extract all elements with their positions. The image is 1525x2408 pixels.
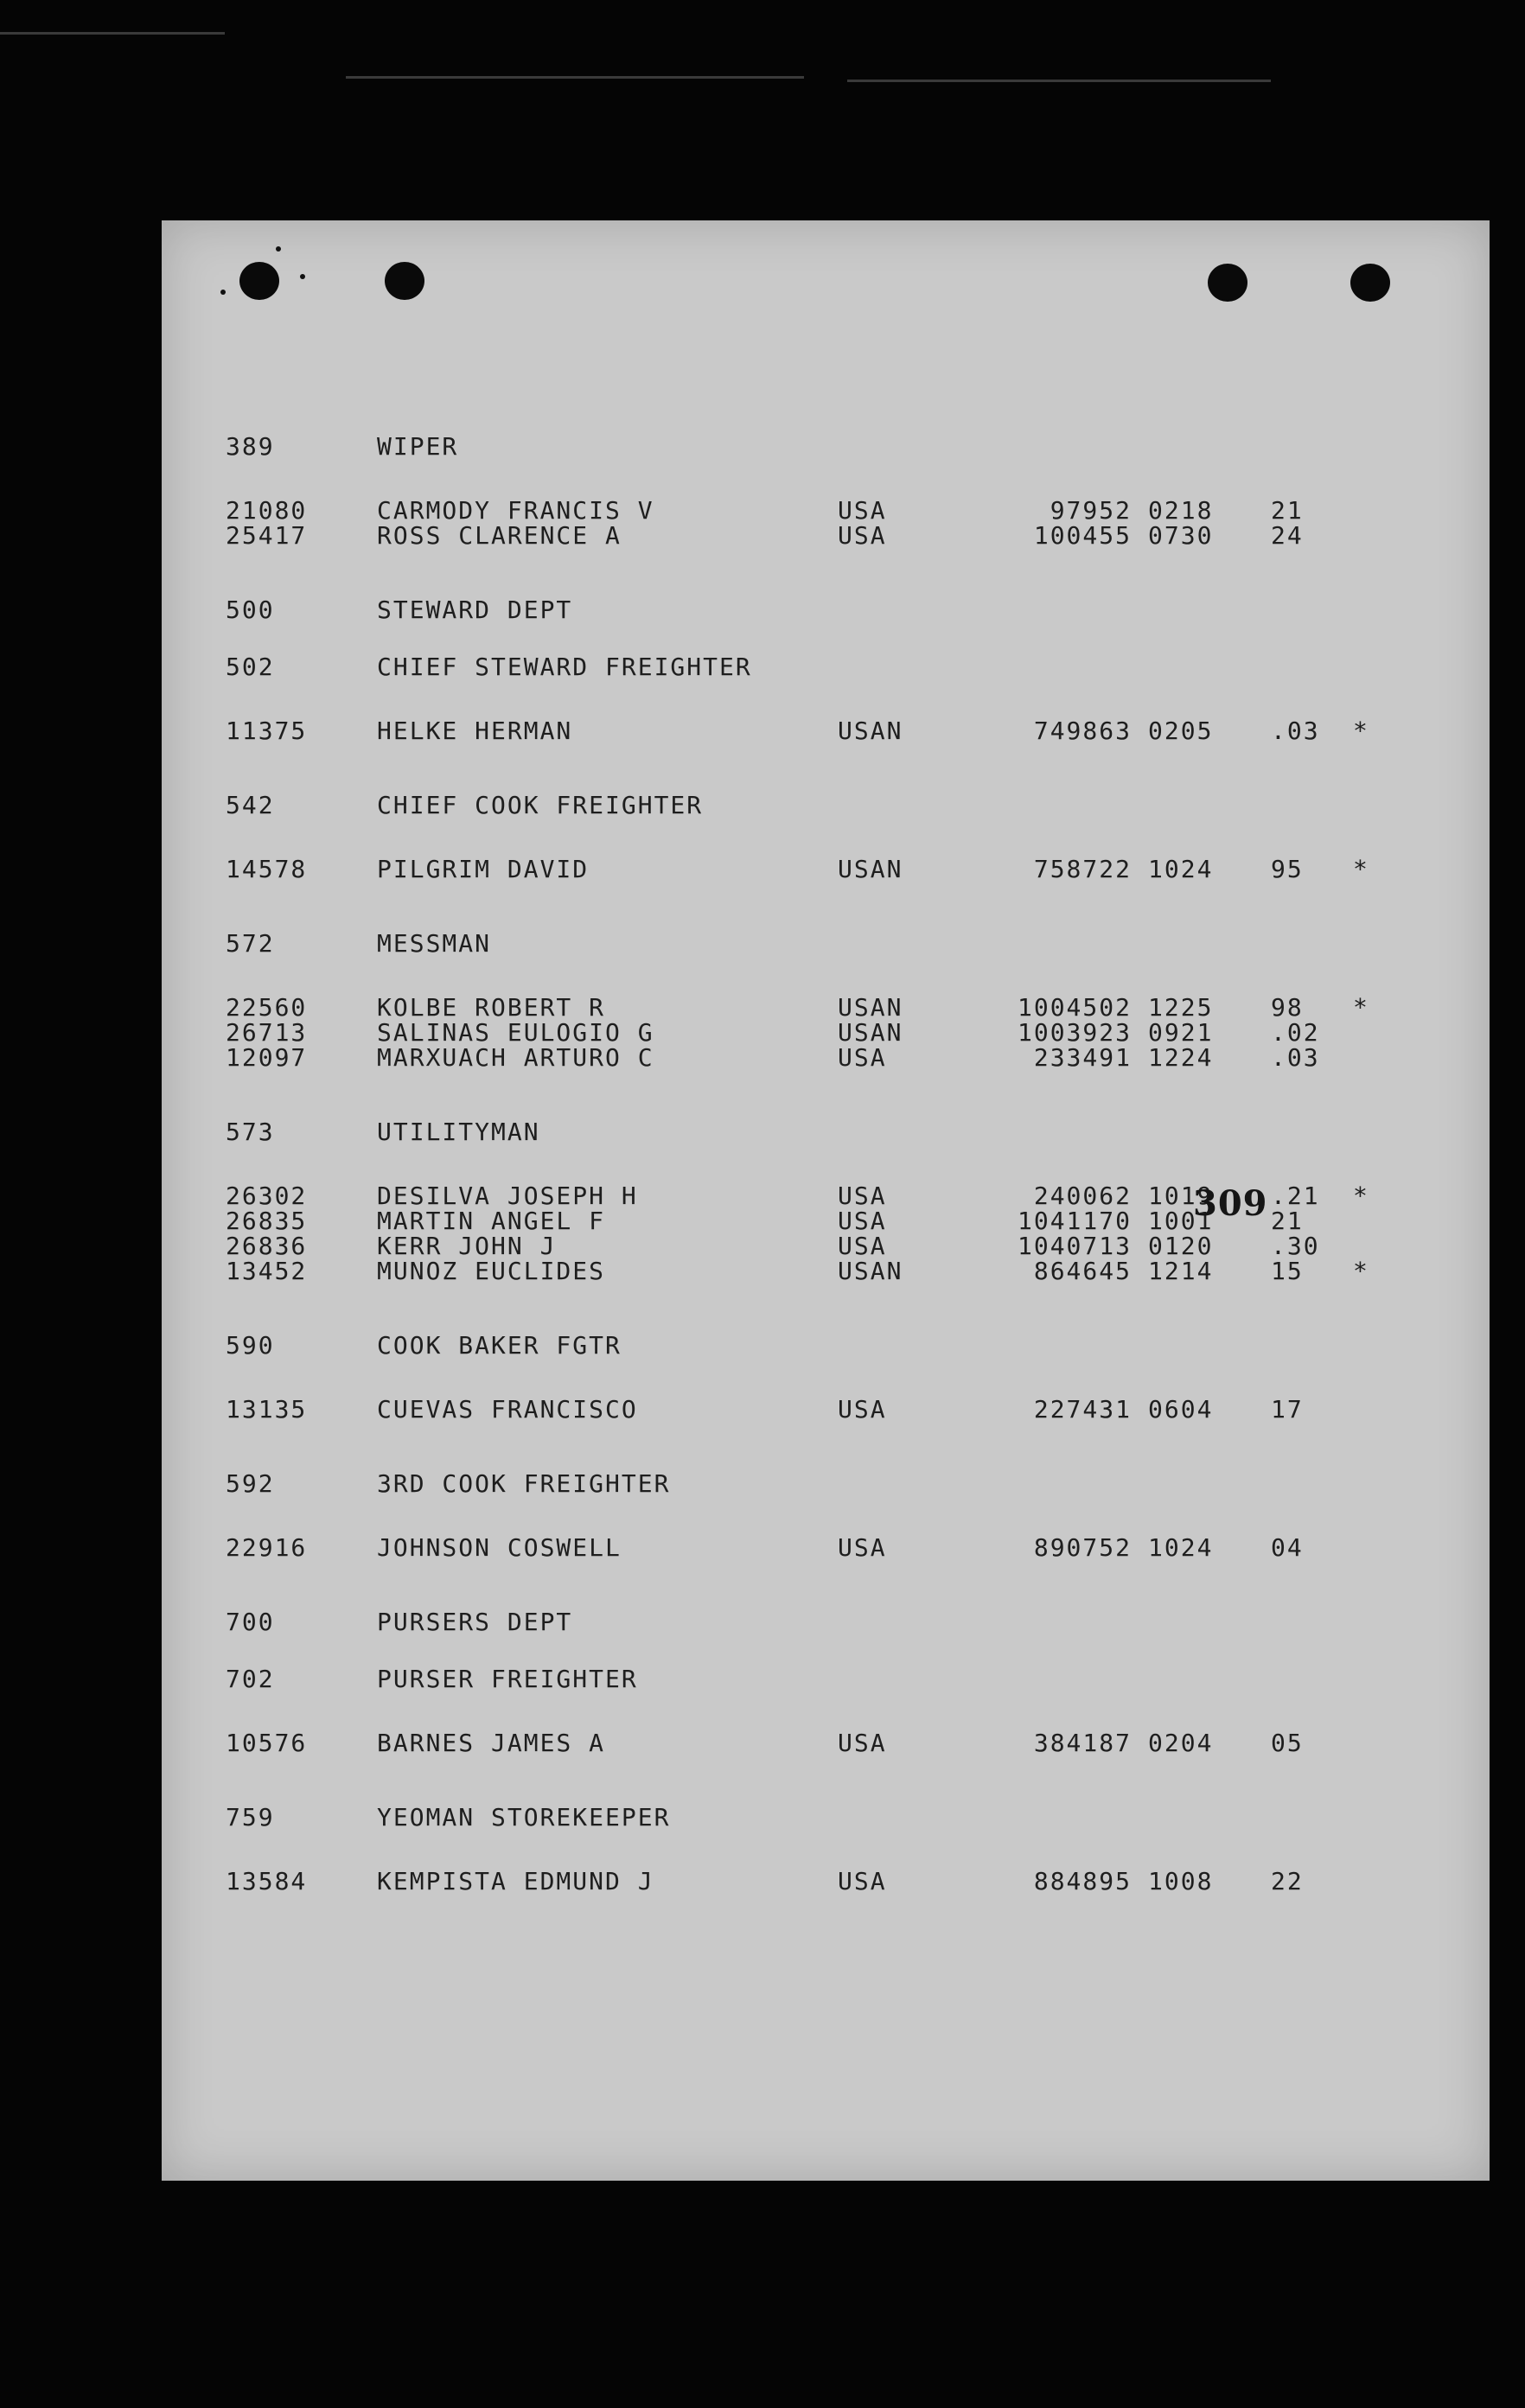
section-title: YEOMAN STOREKEEPER xyxy=(377,1803,671,1831)
entry-id: 11375 xyxy=(226,717,308,745)
entry-citizenship: USA xyxy=(838,1182,887,1210)
entry-citizenship: USAN xyxy=(838,993,903,1022)
entry-id: 12097 xyxy=(226,1043,308,1072)
entry-citizenship: USAN xyxy=(838,855,903,883)
entry-name: KERR JOHN J xyxy=(377,1232,557,1260)
entry-year: .21 xyxy=(1271,1182,1320,1210)
entry-number: 864645 xyxy=(1033,1257,1132,1285)
entry-number: 97952 xyxy=(1050,496,1132,525)
entry-date: 0120 xyxy=(1148,1232,1214,1260)
entry-number: 1041170 xyxy=(1017,1207,1132,1235)
section-code: 542 xyxy=(226,791,275,819)
entry-date: 0730 xyxy=(1148,521,1214,550)
entry-year: 22 xyxy=(1271,1867,1304,1895)
entry-year: 05 xyxy=(1271,1729,1304,1757)
entry-year: .03 xyxy=(1271,717,1320,745)
entry-citizenship: USAN xyxy=(838,1018,903,1047)
page-number-stamp: 309 xyxy=(1193,1183,1268,1224)
entry-name: KOLBE ROBERT R xyxy=(377,993,606,1022)
section-title: WIPER xyxy=(377,432,459,461)
section-code: 702 xyxy=(226,1665,275,1693)
entry-year: 21 xyxy=(1271,1207,1304,1235)
section-code: 592 xyxy=(226,1469,275,1498)
section-title: UTILITYMAN xyxy=(377,1118,540,1146)
entry-id: 22560 xyxy=(226,993,308,1022)
entry-id: 26302 xyxy=(226,1182,308,1210)
entry-citizenship: USAN xyxy=(838,1257,903,1285)
entry-name: CUEVAS FRANCISCO xyxy=(377,1395,638,1424)
entry-id: 26713 xyxy=(226,1018,308,1047)
entry-name: MUNOZ EUCLIDES xyxy=(377,1257,606,1285)
entry-citizenship: USA xyxy=(838,1232,887,1260)
entry-asterisk: * xyxy=(1353,1182,1369,1210)
entry-id: 10576 xyxy=(226,1729,308,1757)
entry-id: 25417 xyxy=(226,521,308,550)
entry-year: 24 xyxy=(1271,521,1304,550)
entry-date: 1214 xyxy=(1148,1257,1214,1285)
section-title: CHIEF STEWARD FREIGHTER xyxy=(377,653,752,681)
entry-number: 749863 xyxy=(1033,717,1132,745)
entry-year: 04 xyxy=(1271,1533,1304,1562)
section-title: 3RD COOK FREIGHTER xyxy=(377,1469,671,1498)
entry-id: 26835 xyxy=(226,1207,308,1235)
entry-number: 384187 xyxy=(1033,1729,1132,1757)
entry-year: 17 xyxy=(1271,1395,1304,1424)
entry-year: 98 xyxy=(1271,993,1304,1022)
entry-number: 1004502 xyxy=(1017,993,1132,1022)
section-title: STEWARD DEPT xyxy=(377,596,573,624)
entry-citizenship: USA xyxy=(838,496,887,525)
entry-id: 21080 xyxy=(226,496,308,525)
punch-hole xyxy=(385,262,424,300)
entry-date: 1001 xyxy=(1148,1207,1214,1235)
entry-citizenship: USA xyxy=(838,1043,887,1072)
entry-name: ROSS CLARENCE A xyxy=(377,521,622,550)
entry-number: 227431 xyxy=(1033,1395,1132,1424)
entry-number: 233491 xyxy=(1033,1043,1132,1072)
section-title: MESSMAN xyxy=(377,929,492,958)
scan-edge-line xyxy=(346,76,804,79)
entry-year: 21 xyxy=(1271,496,1304,525)
entry-date: 0204 xyxy=(1148,1729,1214,1757)
entry-year: .02 xyxy=(1271,1018,1320,1047)
entry-date: 1019 xyxy=(1148,1182,1214,1210)
entry-name: CARMODY FRANCIS V xyxy=(377,496,654,525)
entry-name: JOHNSON COSWELL xyxy=(377,1533,622,1562)
entry-citizenship: USA xyxy=(838,1207,887,1235)
entry-id: 14578 xyxy=(226,855,308,883)
entry-year: 15 xyxy=(1271,1257,1304,1285)
entry-date: 1224 xyxy=(1148,1043,1214,1072)
entry-name: KEMPISTA EDMUND J xyxy=(377,1867,654,1895)
entry-citizenship: USA xyxy=(838,1729,887,1757)
entry-date: 1024 xyxy=(1148,1533,1214,1562)
section-code: 572 xyxy=(226,929,275,958)
entry-id: 26836 xyxy=(226,1232,308,1260)
entry-name: DESILVA JOSEPH H xyxy=(377,1182,638,1210)
entry-id: 22916 xyxy=(226,1533,308,1562)
entry-citizenship: USAN xyxy=(838,717,903,745)
dust-speck xyxy=(276,246,281,252)
entry-date: 1008 xyxy=(1148,1867,1214,1895)
section-title: COOK BAKER FGTR xyxy=(377,1331,622,1360)
entry-asterisk: * xyxy=(1353,1257,1369,1285)
scan-edge-line xyxy=(847,80,1271,82)
entry-id: 13452 xyxy=(226,1257,308,1285)
section-code: 502 xyxy=(226,653,275,681)
entry-asterisk: * xyxy=(1353,993,1369,1022)
section-code: 700 xyxy=(226,1608,275,1636)
entry-year: .03 xyxy=(1271,1043,1320,1072)
entry-date: 1225 xyxy=(1148,993,1214,1022)
section-title: CHIEF COOK FREIGHTER xyxy=(377,791,704,819)
punch-hole xyxy=(1208,264,1247,302)
section-title: PURSER FREIGHTER xyxy=(377,1665,638,1693)
entry-date: 1024 xyxy=(1148,855,1214,883)
entry-number: 1040713 xyxy=(1017,1232,1132,1260)
entry-year: 95 xyxy=(1271,855,1304,883)
dust-speck xyxy=(220,290,226,295)
entry-citizenship: USA xyxy=(838,1533,887,1562)
section-code: 759 xyxy=(226,1803,275,1831)
entry-citizenship: USA xyxy=(838,521,887,550)
entry-id: 13135 xyxy=(226,1395,308,1424)
dust-speck xyxy=(300,274,305,279)
entry-name: MARXUACH ARTURO C xyxy=(377,1043,654,1072)
entry-number: 758722 xyxy=(1033,855,1132,883)
scan-edge-line xyxy=(0,32,225,35)
entry-asterisk: * xyxy=(1353,717,1369,745)
entry-asterisk: * xyxy=(1353,855,1369,883)
entry-number: 890752 xyxy=(1033,1533,1132,1562)
section-code: 389 xyxy=(226,432,275,461)
document-page xyxy=(162,220,1490,2181)
entry-name: SALINAS EULOGIO G xyxy=(377,1018,654,1047)
section-code: 500 xyxy=(226,596,275,624)
entry-year: .30 xyxy=(1271,1232,1320,1260)
entry-date: 0218 xyxy=(1148,496,1214,525)
punch-hole xyxy=(239,262,279,300)
section-code: 590 xyxy=(226,1331,275,1360)
punch-hole xyxy=(1350,264,1390,302)
entry-citizenship: USA xyxy=(838,1395,887,1424)
entry-citizenship: USA xyxy=(838,1867,887,1895)
entry-name: PILGRIM DAVID xyxy=(377,855,590,883)
entry-id: 13584 xyxy=(226,1867,308,1895)
entry-date: 0205 xyxy=(1148,717,1214,745)
section-code: 573 xyxy=(226,1118,275,1146)
entry-name: MARTIN ANGEL F xyxy=(377,1207,606,1235)
entry-number: 240062 xyxy=(1033,1182,1132,1210)
section-title: PURSERS DEPT xyxy=(377,1608,573,1636)
entry-number: 100455 xyxy=(1033,521,1132,550)
entry-name: HELKE HERMAN xyxy=(377,717,573,745)
entry-date: 0921 xyxy=(1148,1018,1214,1047)
entry-number: 884895 xyxy=(1033,1867,1132,1895)
entry-number: 1003923 xyxy=(1017,1018,1132,1047)
entry-date: 0604 xyxy=(1148,1395,1214,1424)
entry-name: BARNES JAMES A xyxy=(377,1729,606,1757)
